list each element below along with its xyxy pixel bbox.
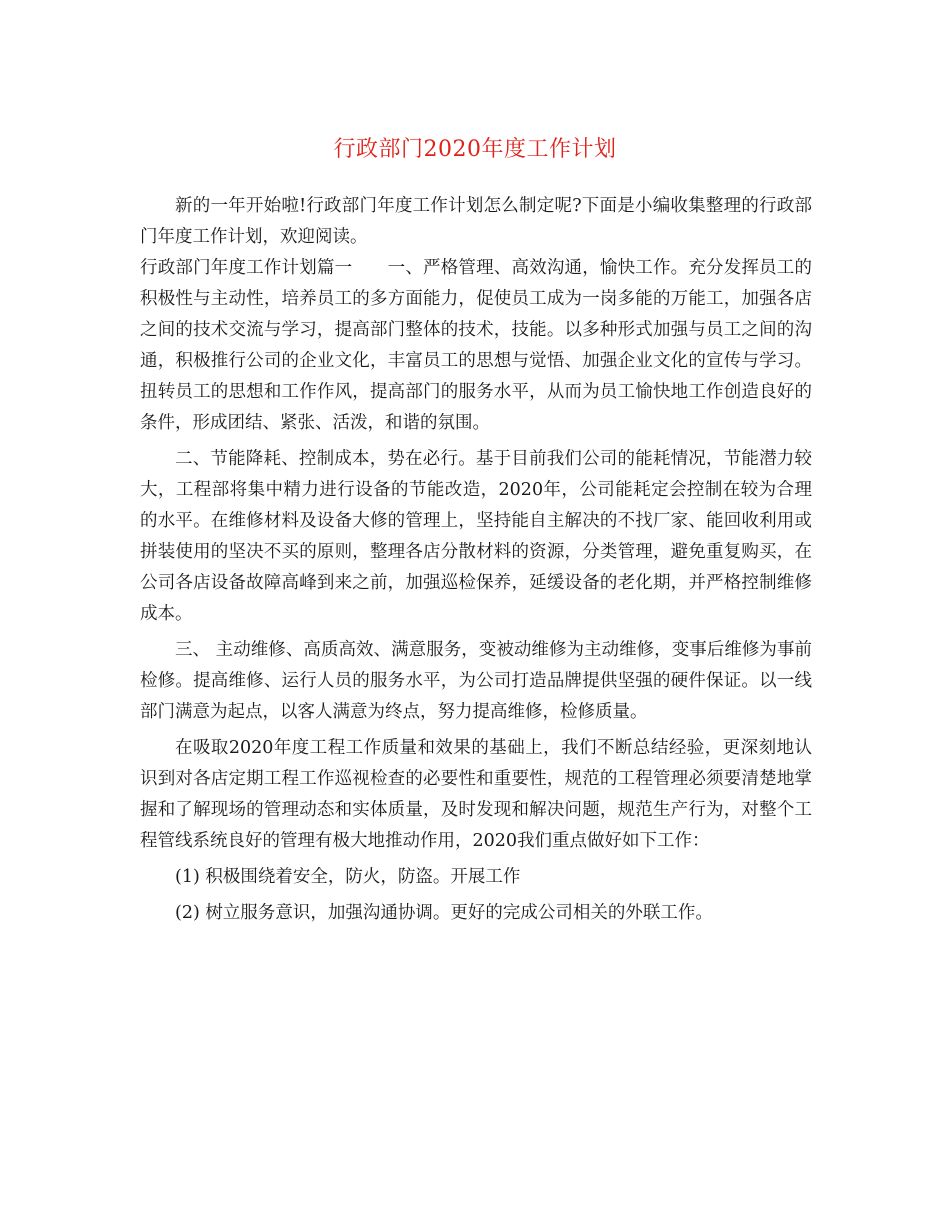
list-item-1: (1) 积极围绕着安全，防火，防盗。开展工作 — [175, 867, 521, 887]
list-item-2: (2) 树立服务意识，加强沟通协调。更好的完成公司相关的外联工作。 — [175, 903, 713, 923]
section-one-paragraph: 行政部门年度工作计划篇一 一、严格管理、高效沟通，愉快工作。充分发挥员工的积极性与主动性，培养员工的多方面能力，促使员工成为一岗多能的万能工，加强各店之间的技术交流与学习，提高部门整体的技术，技能。以多种形式加强与员工之间的沟通，积极推行公司的企业文化，丰富员工的思想与觉悟、加强企业文化的宣传与学习。扭转员工的思想和工作作风，提高部门的服务水平，从而为员工愉快地工作创造良好的条件，形成团结、紧张、活泼，和谐的氛围。 — [140, 258, 812, 433]
document-body — [140, 191, 812, 929]
section-three-paragraph: 三、 主动维修、高质高效、满意服务，变被动维修为主动维修，变事后维修为事前检修。提高维修、运行人员的服务水平，为公司打造品牌提供坚强的硬件保证。以一线部门满意为起点，以客人满意为终点，努力提高维修，检修质量。 — [140, 640, 812, 722]
intro-paragraph: 新的一年开始啦!行政部门年度工作计划怎么制定呢?下面是小编收集整理的行政部门年度工作计划，欢迎阅读。 — [140, 196, 812, 247]
section-two-paragraph: 二、节能降耗、控制成本，势在必行。基于目前我们公司的能耗情况，节能潜力较大，工程部将集中精力进行设备的节能改造，2020年，公司能耗定会控制在较为合理的水平。在维修材料及设备大修的管理上，坚持能自主解决的不找厂家、能回收利用或拼装使用的坚决不买的原则，整理各店分散材料的资源，分类管理，避免重复购买，在公司各店设备故障高峰到来之前，加强巡检保养，延缓设备的老化期，并严格控制维修成本。 — [140, 449, 812, 624]
summary-paragraph: 在吸取2020年度工程工作质量和效果的基础上，我们不断总结经验，更深刻地认识到对各店定期工程工作巡视检查的必要性和重要性，规范的工程管理必须要清楚地掌握和了解现场的管理动态和实体质量，及时发现和解决问题，规范生产行为，对整个工程管线系统良好的管理有极大地推动作用，2020我们重点做好如下工作： — [140, 738, 812, 851]
document-title: 行政部门2020年度工作计划 — [333, 137, 617, 162]
